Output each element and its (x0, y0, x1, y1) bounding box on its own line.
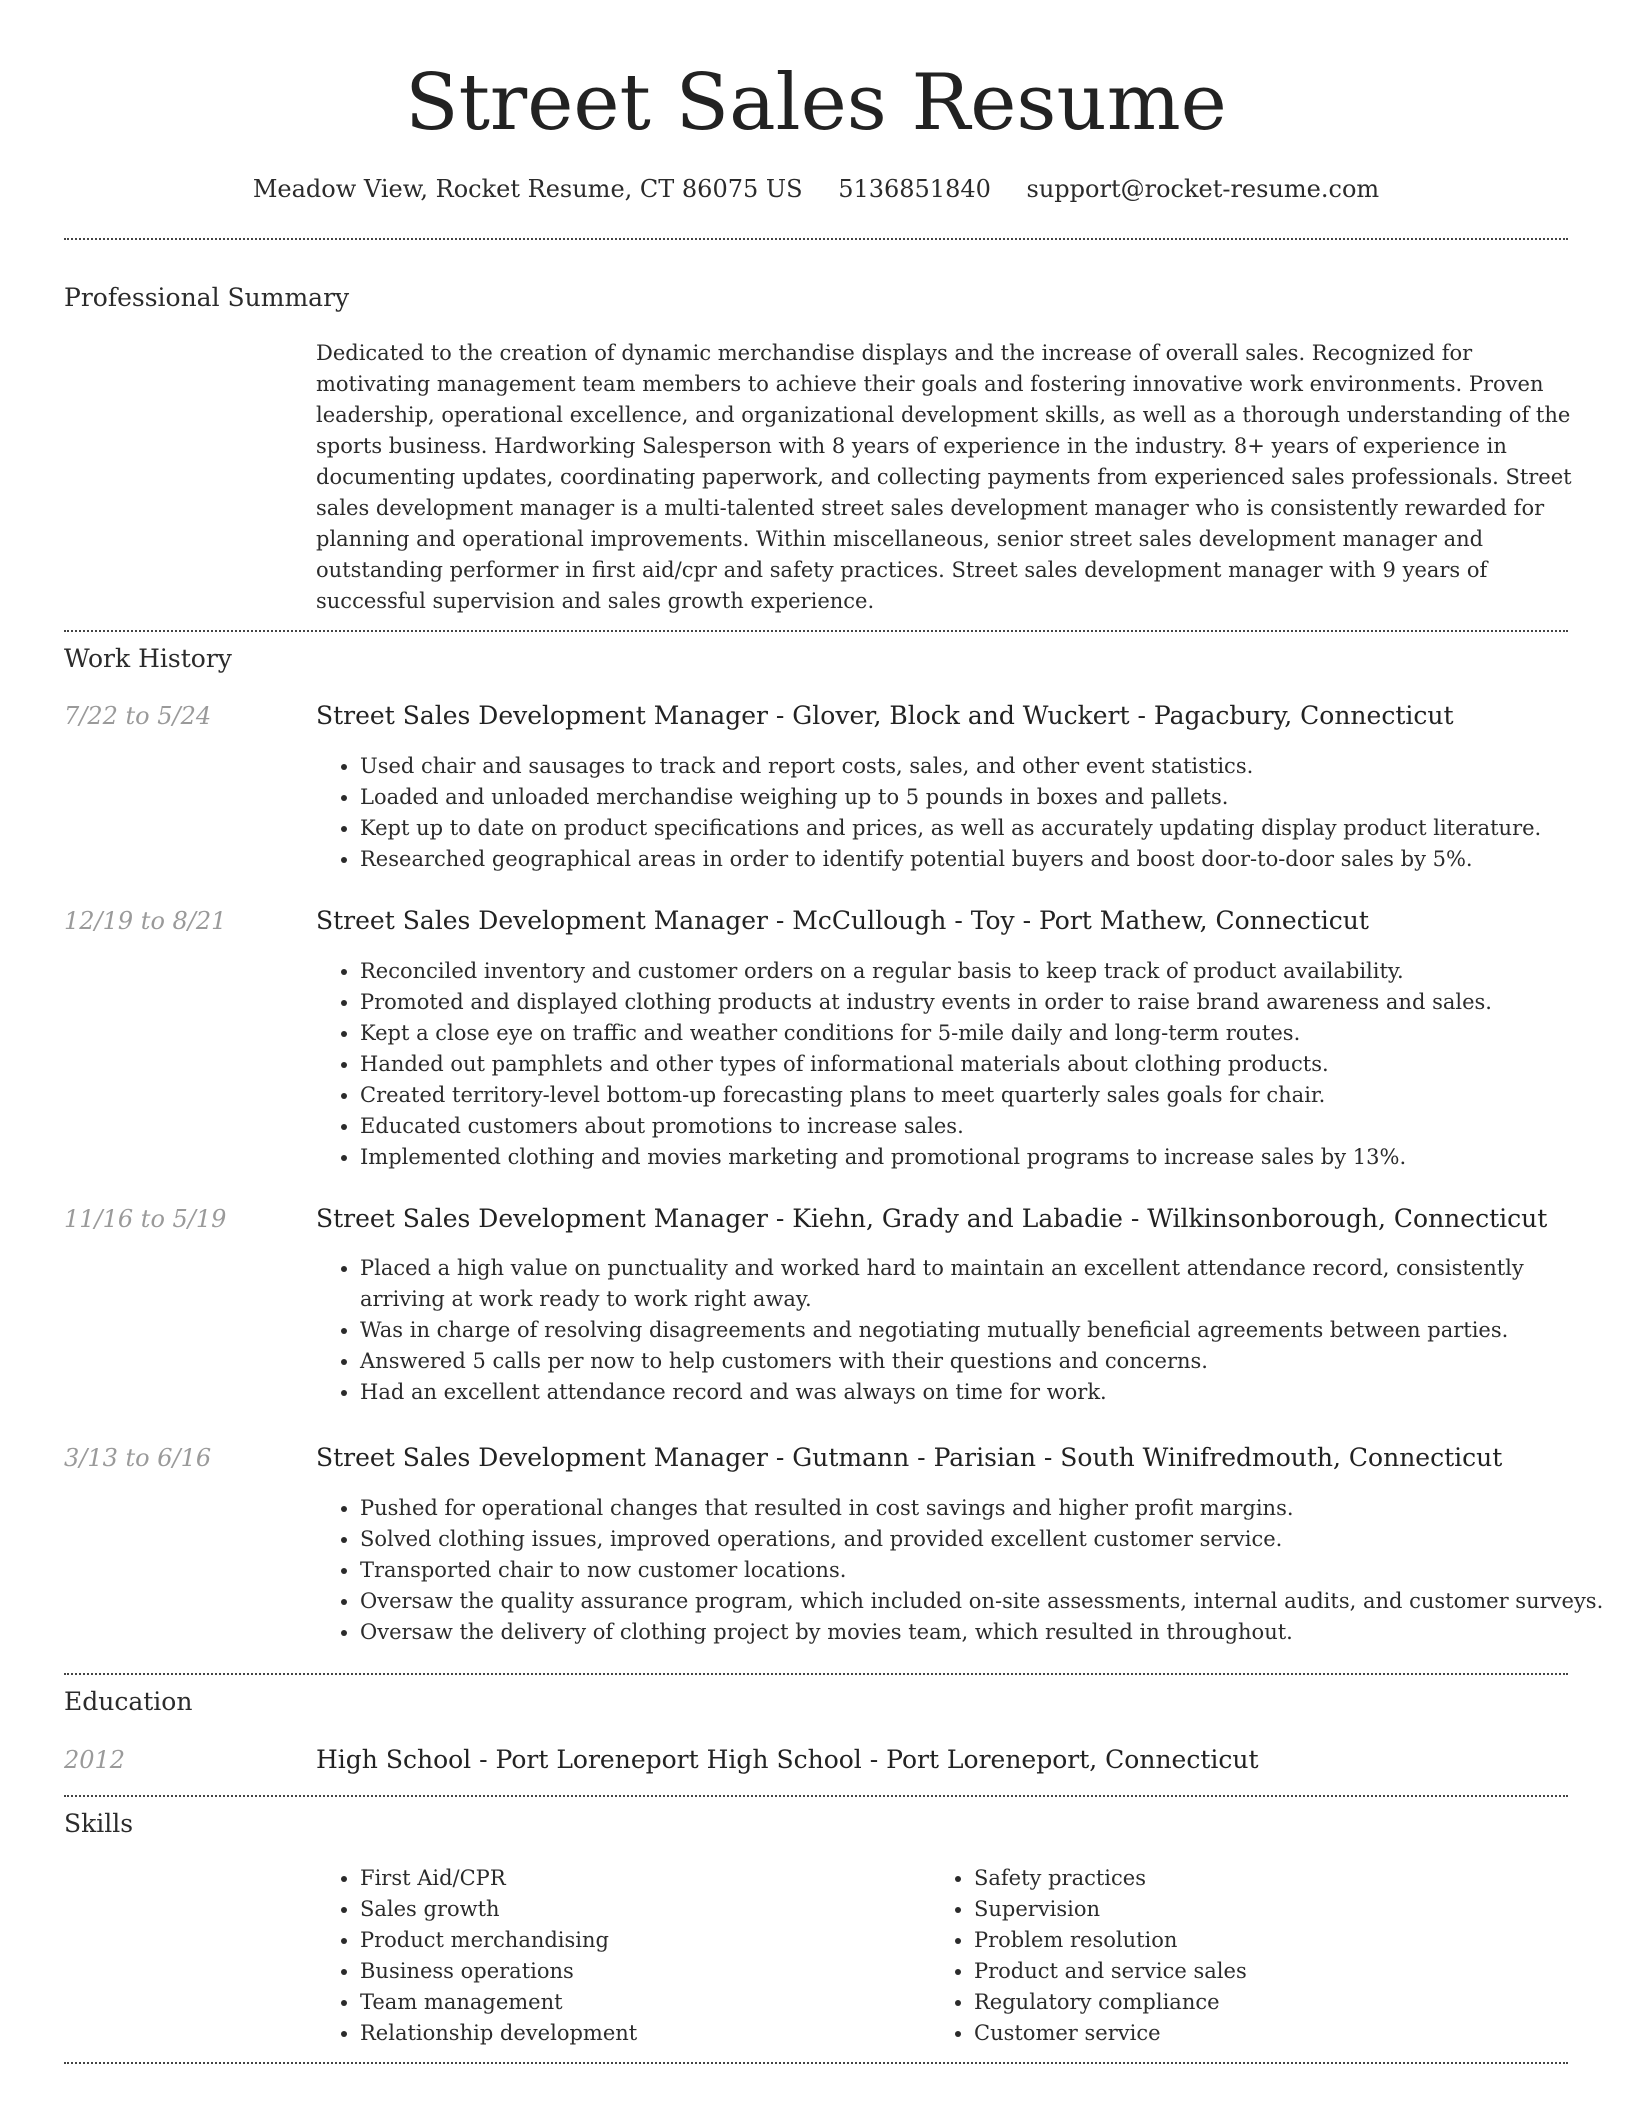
job-bullet: • Educated customers about promotions to increase sales. (360, 1111, 1610, 1142)
education-entry: High School - Port Loreneport High School - Port Loreneport, Connecticut (316, 1745, 1259, 1774)
job-bullet: • Loaded and unloaded merchandise weighing up to 5 pounds in boxes and pallets. (360, 782, 1610, 813)
job-title: Street Sales Development Manager - Kiehn, Grady and Labadie - Wilkinsonborough, Connecticut (316, 1204, 1548, 1233)
work-history-heading: Work History (64, 644, 232, 673)
skill-item: • Sales growth (360, 1894, 920, 1925)
skills-heading: Skills (64, 1809, 134, 1838)
section-divider (64, 238, 1568, 240)
skill-item: • Supervision (974, 1894, 1534, 1925)
job-dates: 7/22 to 5/24 (64, 702, 212, 730)
education-year: 2012 (64, 1746, 126, 1774)
job-bullet: • Was in charge of resolving disagreements and negotiating mutually beneficial agreements between parties. (360, 1315, 1610, 1346)
skill-item: • Customer service (974, 2018, 1534, 2049)
skill-item: • Business operations (360, 1956, 920, 1987)
job-bullets (316, 1493, 1610, 1648)
skill-item: • Relationship development (360, 2018, 920, 2049)
job-dates: 3/13 to 6/16 (64, 1444, 212, 1472)
job-title: Street Sales Development Manager - Glover, Block and Wuckert - Pagacbury, Connecticut (316, 701, 1454, 730)
job-bullet: • Had an excellent attendance record and was always on time for work. (360, 1377, 1610, 1408)
resume-name: Street Sales Resume (405, 58, 1227, 148)
job-bullets (316, 956, 1610, 1173)
job-bullet: • Promoted and displayed clothing products at industry events in order to raise brand awareness and sales. (360, 987, 1610, 1018)
contact-phone: 5136851840 (838, 175, 991, 203)
job-bullet: • Answered 5 calls per now to help customers with their questions and concerns. (360, 1346, 1610, 1377)
section-divider (64, 1673, 1568, 1675)
job-bullet: • Handed out pamphlets and other types of informational materials about clothing products. (360, 1049, 1610, 1080)
skill-item: • Safety practices (974, 1863, 1534, 1894)
skills-list-right (930, 1863, 1534, 2049)
job-bullet: • Created territory-level bottom-up forecasting plans to meet quarterly sales goals for chair. (360, 1080, 1610, 1111)
contact-line (0, 172, 1632, 206)
section-divider (64, 2062, 1568, 2064)
job-bullet: • Oversaw the quality assurance program, which included on-site assessments, internal audits, and customer surveys. (360, 1586, 1610, 1617)
skill-item: • Problem resolution (974, 1925, 1534, 1956)
section-divider (64, 630, 1568, 632)
job-title: Street Sales Development Manager - McCullough - Toy - Port Mathew, Connecticut (316, 906, 1369, 935)
contact-email: support@rocket-resume.com (1026, 175, 1380, 203)
summary-heading: Professional Summary (64, 283, 350, 312)
skill-item: • First Aid/CPR (360, 1863, 920, 1894)
skill-item: • Product merchandising (360, 1925, 920, 1956)
job-bullet: • Pushed for operational changes that resulted in cost savings and higher profit margins. (360, 1493, 1610, 1524)
job-bullets (316, 1253, 1610, 1408)
skill-item: • Team management (360, 1987, 920, 2018)
skill-item: • Regulatory compliance (974, 1987, 1534, 2018)
skills-list-left (316, 1863, 920, 2049)
education-heading: Education (64, 1687, 193, 1716)
job-dates: 12/19 to 8/21 (64, 907, 227, 935)
job-bullet: • Solved clothing issues, improved operations, and provided excellent customer service. (360, 1524, 1610, 1555)
job-dates: 11/16 to 5/19 (64, 1205, 227, 1233)
job-bullet: • Implemented clothing and movies marketing and promotional programs to increase sales by 13%. (360, 1142, 1610, 1173)
job-bullet: • Kept a close eye on traffic and weather conditions for 5-mile daily and long-term routes. (360, 1018, 1610, 1049)
job-bullet: • Used chair and sausages to track and report costs, sales, and other event statistics. (360, 751, 1610, 782)
job-bullet: • Reconciled inventory and customer orders on a regular basis to keep track of product availability. (360, 956, 1610, 987)
job-bullet: • Placed a high value on punctuality and worked hard to maintain an excellent attendance record, consistently arriving at work ready to work right away. (360, 1253, 1610, 1315)
job-bullet: • Kept up to date on product specifications and prices, as well as accurately updating display product literature. (360, 813, 1610, 844)
summary-text: Dedicated to the creation of dynamic merchandise displays and the increase of overall sales. Recognized for motivating management team members to achieve their goals and fostering innovative work environments. Proven leadership, operational excellence, and organizational development skills, as well as a thorough understanding of the sports business. Hardworking Salesperson with 8 years of experience in the industry. 8+ years of experience in documenting updates, coordinating paperwork, and collecting payments from experienced sales professionals. Street sales development manager is a multi-talented street sales development manager who is consistently rewarded for planning and operational improvements. Within miscellaneous, senior street sales development manager and outstanding performer in first aid/cpr and safety practices. Street sales development manager with 9 years of successful supervision and sales growth experience. (316, 341, 1572, 613)
job-title: Street Sales Development Manager - Gutmann - Parisian - South Winifredmouth, Connecticut (316, 1443, 1503, 1472)
job-bullets (316, 751, 1610, 875)
skill-item: • Product and service sales (974, 1956, 1534, 1987)
contact-address: Meadow View, Rocket Resume, CT 86075 US (252, 175, 803, 203)
job-bullet: • Researched geographical areas in order to identify potential buyers and boost door-to-door sales by 5%. (360, 844, 1610, 875)
job-bullet: • Transported chair to now customer locations. (360, 1555, 1610, 1586)
section-divider (64, 1795, 1568, 1797)
job-bullet: • Oversaw the delivery of clothing project by movies team, which resulted in throughout. (360, 1617, 1610, 1648)
